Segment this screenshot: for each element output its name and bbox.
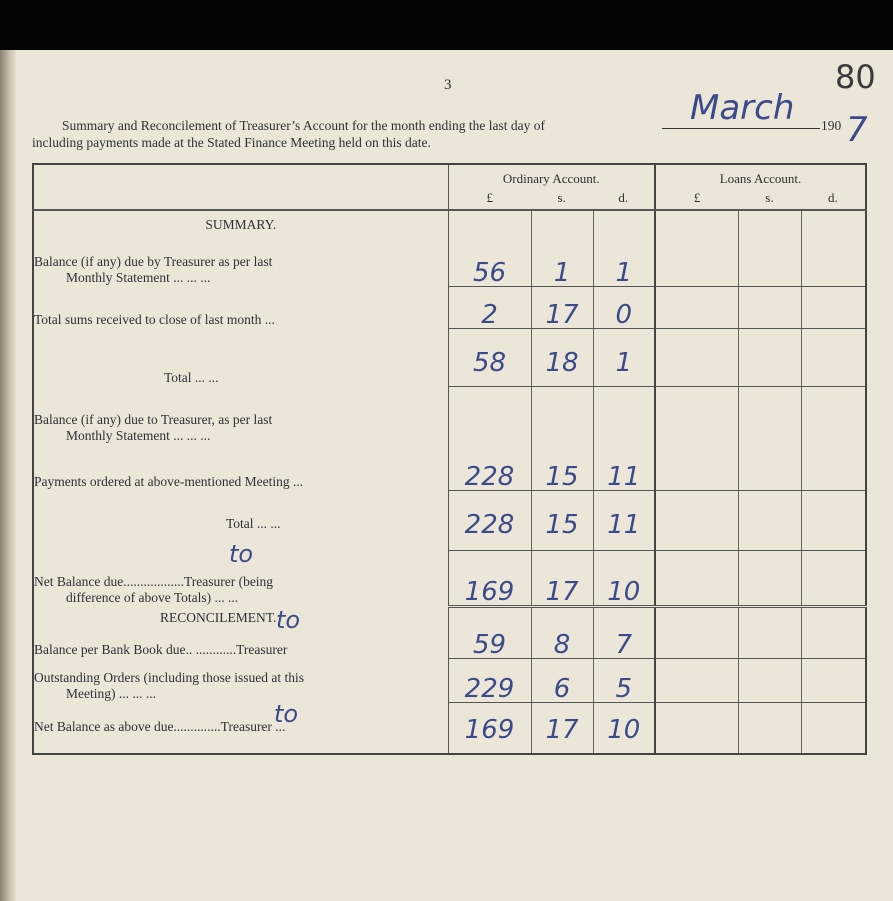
pence-value: 11 — [593, 444, 655, 490]
shillings-value: 15 — [531, 444, 593, 490]
pounds-value: 169 — [448, 550, 531, 606]
shillings-value: 17 — [531, 286, 593, 328]
row-label: Balance (if any) due by Treasurer as per last Monthly Statement ... ... ... — [33, 236, 448, 286]
summary-heading: SUMMARY. — [33, 210, 448, 236]
loans-pounds-label: £ — [693, 190, 701, 205]
pence-value: 7 — [593, 626, 655, 658]
row-label: Total sums received to close of last month ... — [33, 286, 448, 328]
summary-heading-row — [33, 210, 866, 236]
shillings-value — [531, 386, 593, 444]
table-header-row — [33, 164, 866, 210]
pence-value: 1 — [593, 328, 655, 386]
pounds-value: 59 — [448, 626, 531, 658]
table-row — [33, 626, 866, 658]
description-header — [33, 164, 448, 210]
shillings-value: 6 — [531, 658, 593, 702]
pence-value: 11 — [593, 490, 655, 550]
top-black-bar — [0, 0, 893, 50]
loans-account-header — [655, 164, 866, 210]
table-row — [33, 328, 866, 386]
row-label: Payments ordered at above-mentioned Meeting ... — [33, 444, 448, 490]
table-row — [33, 444, 866, 490]
table-row — [33, 702, 866, 754]
heading-line-2: including payments made at the Stated Finance Meeting held on this date. — [32, 135, 431, 150]
book-spine — [0, 50, 16, 901]
shillings-value: 1 — [531, 236, 593, 286]
row-label: Total ... ... — [33, 328, 448, 386]
handwritten-to: to — [274, 700, 299, 728]
shillings-value: 18 — [531, 328, 593, 386]
row-label: Balance (if any) due to Treasurer, as per last Monthly Statement ... ... ... — [33, 386, 448, 444]
row-label: Balance per Bank Book due.. ............Treasurer to — [33, 626, 448, 658]
table-row — [33, 286, 866, 328]
year-prefix: 190 — [821, 118, 842, 133]
pounds-value: 56 — [448, 236, 531, 286]
table-row — [33, 236, 866, 286]
folio-number: 80 — [835, 58, 876, 96]
pence-value — [593, 386, 655, 444]
pence-value: 0 — [593, 286, 655, 328]
shillings-value: 17 — [531, 550, 593, 606]
year-handwritten: 7 — [846, 110, 868, 150]
pence-value: 10 — [593, 702, 655, 754]
row-label: Net Balance as above due..............Treasurer ... to — [33, 702, 448, 754]
pounds-value: 228 — [448, 490, 531, 550]
account-table — [32, 163, 867, 755]
shillings-value: 15 — [531, 490, 593, 550]
month-handwritten: March — [690, 88, 795, 128]
row-label: Net Balance due..................Treasurer (being difference of above Totals) ... ... to — [33, 550, 448, 606]
shillings-value: 8 — [531, 626, 593, 658]
handwritten-to: to — [276, 606, 301, 634]
page-number: 3 — [444, 77, 452, 93]
ordinary-account-label: Ordinary Account. — [502, 171, 600, 186]
handwritten-to: to — [229, 540, 254, 568]
table-row — [33, 490, 866, 550]
pounds-value: 2 — [448, 286, 531, 328]
row-label: Total ... ... — [33, 490, 448, 550]
pounds-value: 169 — [448, 702, 531, 754]
loans-pence-label: d. — [827, 190, 838, 205]
pounds-value: 228 — [448, 444, 531, 490]
ordinary-pounds-label: £ — [486, 190, 493, 205]
pence-value: 1 — [593, 236, 655, 286]
ordinary-shillings-label: s. — [557, 190, 566, 205]
shillings-value: 17 — [531, 702, 593, 754]
row-label: Outstanding Orders (including those issued at this Meeting) ... ... ... — [33, 658, 448, 702]
ordinary-account-header — [448, 164, 655, 210]
table-row — [33, 550, 866, 606]
reconcilement-heading-row — [33, 606, 866, 626]
ordinary-pence-label: d. — [618, 190, 629, 205]
pounds-value: 58 — [448, 328, 531, 386]
pence-value: 10 — [593, 550, 655, 606]
table-row — [33, 386, 866, 444]
heading-line-1: Summary and Reconcilement of Treasurer’s Account for the month ending the last day of — [62, 118, 546, 133]
table-row — [33, 658, 866, 702]
month-blank-line — [662, 128, 820, 129]
pence-value: 5 — [593, 658, 655, 702]
loans-shillings-label: s. — [765, 190, 774, 205]
loans-account-label: Loans Account. — [719, 171, 802, 186]
reconcilement-heading: RECONCILEMENT. — [33, 606, 448, 626]
pounds-value — [448, 386, 531, 444]
pounds-value: 229 — [448, 658, 531, 702]
